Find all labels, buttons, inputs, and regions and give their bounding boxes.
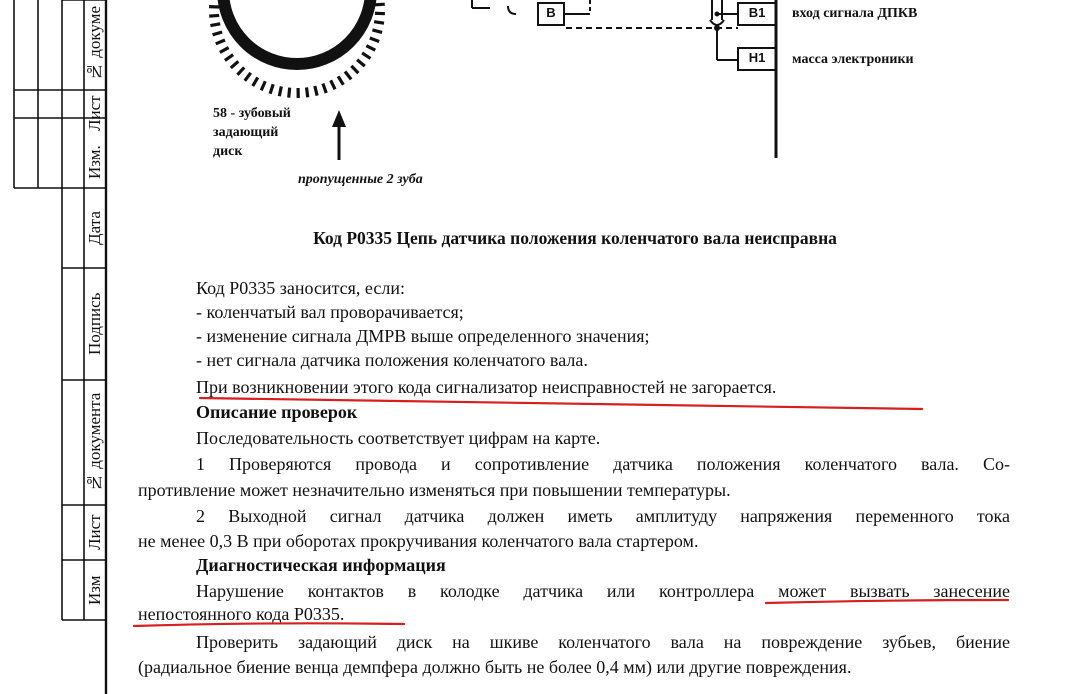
condition-item-1: - коленчатый вал проворачивается; bbox=[196, 302, 464, 322]
pin-h1-label: H1 bbox=[748, 50, 766, 65]
disc-label-line-2: задающий bbox=[213, 125, 279, 140]
diag-info-1-line-1: Нарушение контактов в колодке датчика или контроллера может вызвать занесение bbox=[196, 581, 1010, 601]
pin-b1-label: B1 bbox=[748, 5, 766, 20]
diag-info-2-line-1: Проверить задающий диск на шкиве коленчатого вала на повреждение зубьев, биение bbox=[196, 632, 1010, 652]
stamp-label-sheet-top: Лист bbox=[85, 95, 104, 131]
stamp-label-sheet: Лист bbox=[85, 514, 104, 551]
fault-code-heading: Код P0335 Цепь датчика положения коленчатого вала неисправна bbox=[313, 228, 837, 248]
check-1-line-1: 1 Проверяются провода и сопротивление датчика положения коленчатого вала. Со- bbox=[196, 454, 1010, 474]
conditions-intro: Код P0335 заносится, если: bbox=[196, 278, 405, 298]
check-2-line-2: не менее 0,3 В при оборотах прокручивания коленчатого вала стартером. bbox=[138, 531, 699, 551]
condition-note: При возникновении этого кода сигнализатор неисправностей не загорается. bbox=[196, 377, 777, 397]
checks-intro: Последовательность соответствует цифрам на карте. bbox=[196, 428, 601, 448]
red-underline-diag-info-2 bbox=[134, 623, 404, 626]
stamp-label-change-top: Изм. bbox=[85, 145, 104, 179]
b1-signal-label: вход сигнала ДПКВ bbox=[792, 6, 918, 21]
diag-info-2-line-2: (радиальное биение венца демпфера должно быть не более 0,4 мм) или другие повреждения. bbox=[138, 657, 852, 677]
diag-info-title: Диагностическая информация bbox=[196, 555, 446, 575]
disc-label-line-1: 58 - зубовый bbox=[213, 106, 291, 121]
diag-info-1-line-2: непостоянного кода P0335. bbox=[138, 604, 345, 624]
red-underline-condition-note bbox=[200, 398, 922, 409]
check-2-line-1: 2 Выходной сигнал датчика должен иметь амплитуду напряжения переменного тока bbox=[196, 506, 1010, 526]
gap-label: пропущенные 2 зуба bbox=[298, 172, 423, 187]
condition-item-3: - нет сигнала датчика положения коленчатого вала. bbox=[196, 350, 588, 370]
h1-signal-label: масса электроники bbox=[792, 52, 914, 67]
stamp-label-signature: Подпись bbox=[85, 292, 104, 356]
stamp-label-change: Изм bbox=[85, 575, 104, 605]
stamp-label-date: Дата bbox=[85, 211, 104, 245]
checks-title: Описание проверок bbox=[196, 402, 358, 422]
red-underline-diag-info-1 bbox=[766, 600, 1008, 603]
condition-item-2: - изменение сигнала ДМРВ выше определенного значения; bbox=[196, 326, 650, 346]
stamp-label-doc-no: № документа bbox=[85, 392, 104, 493]
disc-label-line-3: диск bbox=[213, 144, 243, 159]
stamp-label-doc-no-top: № докуме bbox=[85, 6, 104, 82]
pin-b-label: B bbox=[546, 5, 556, 20]
check-1-line-2: противление может незначительно изменяться при повышении температуры. bbox=[138, 480, 731, 500]
